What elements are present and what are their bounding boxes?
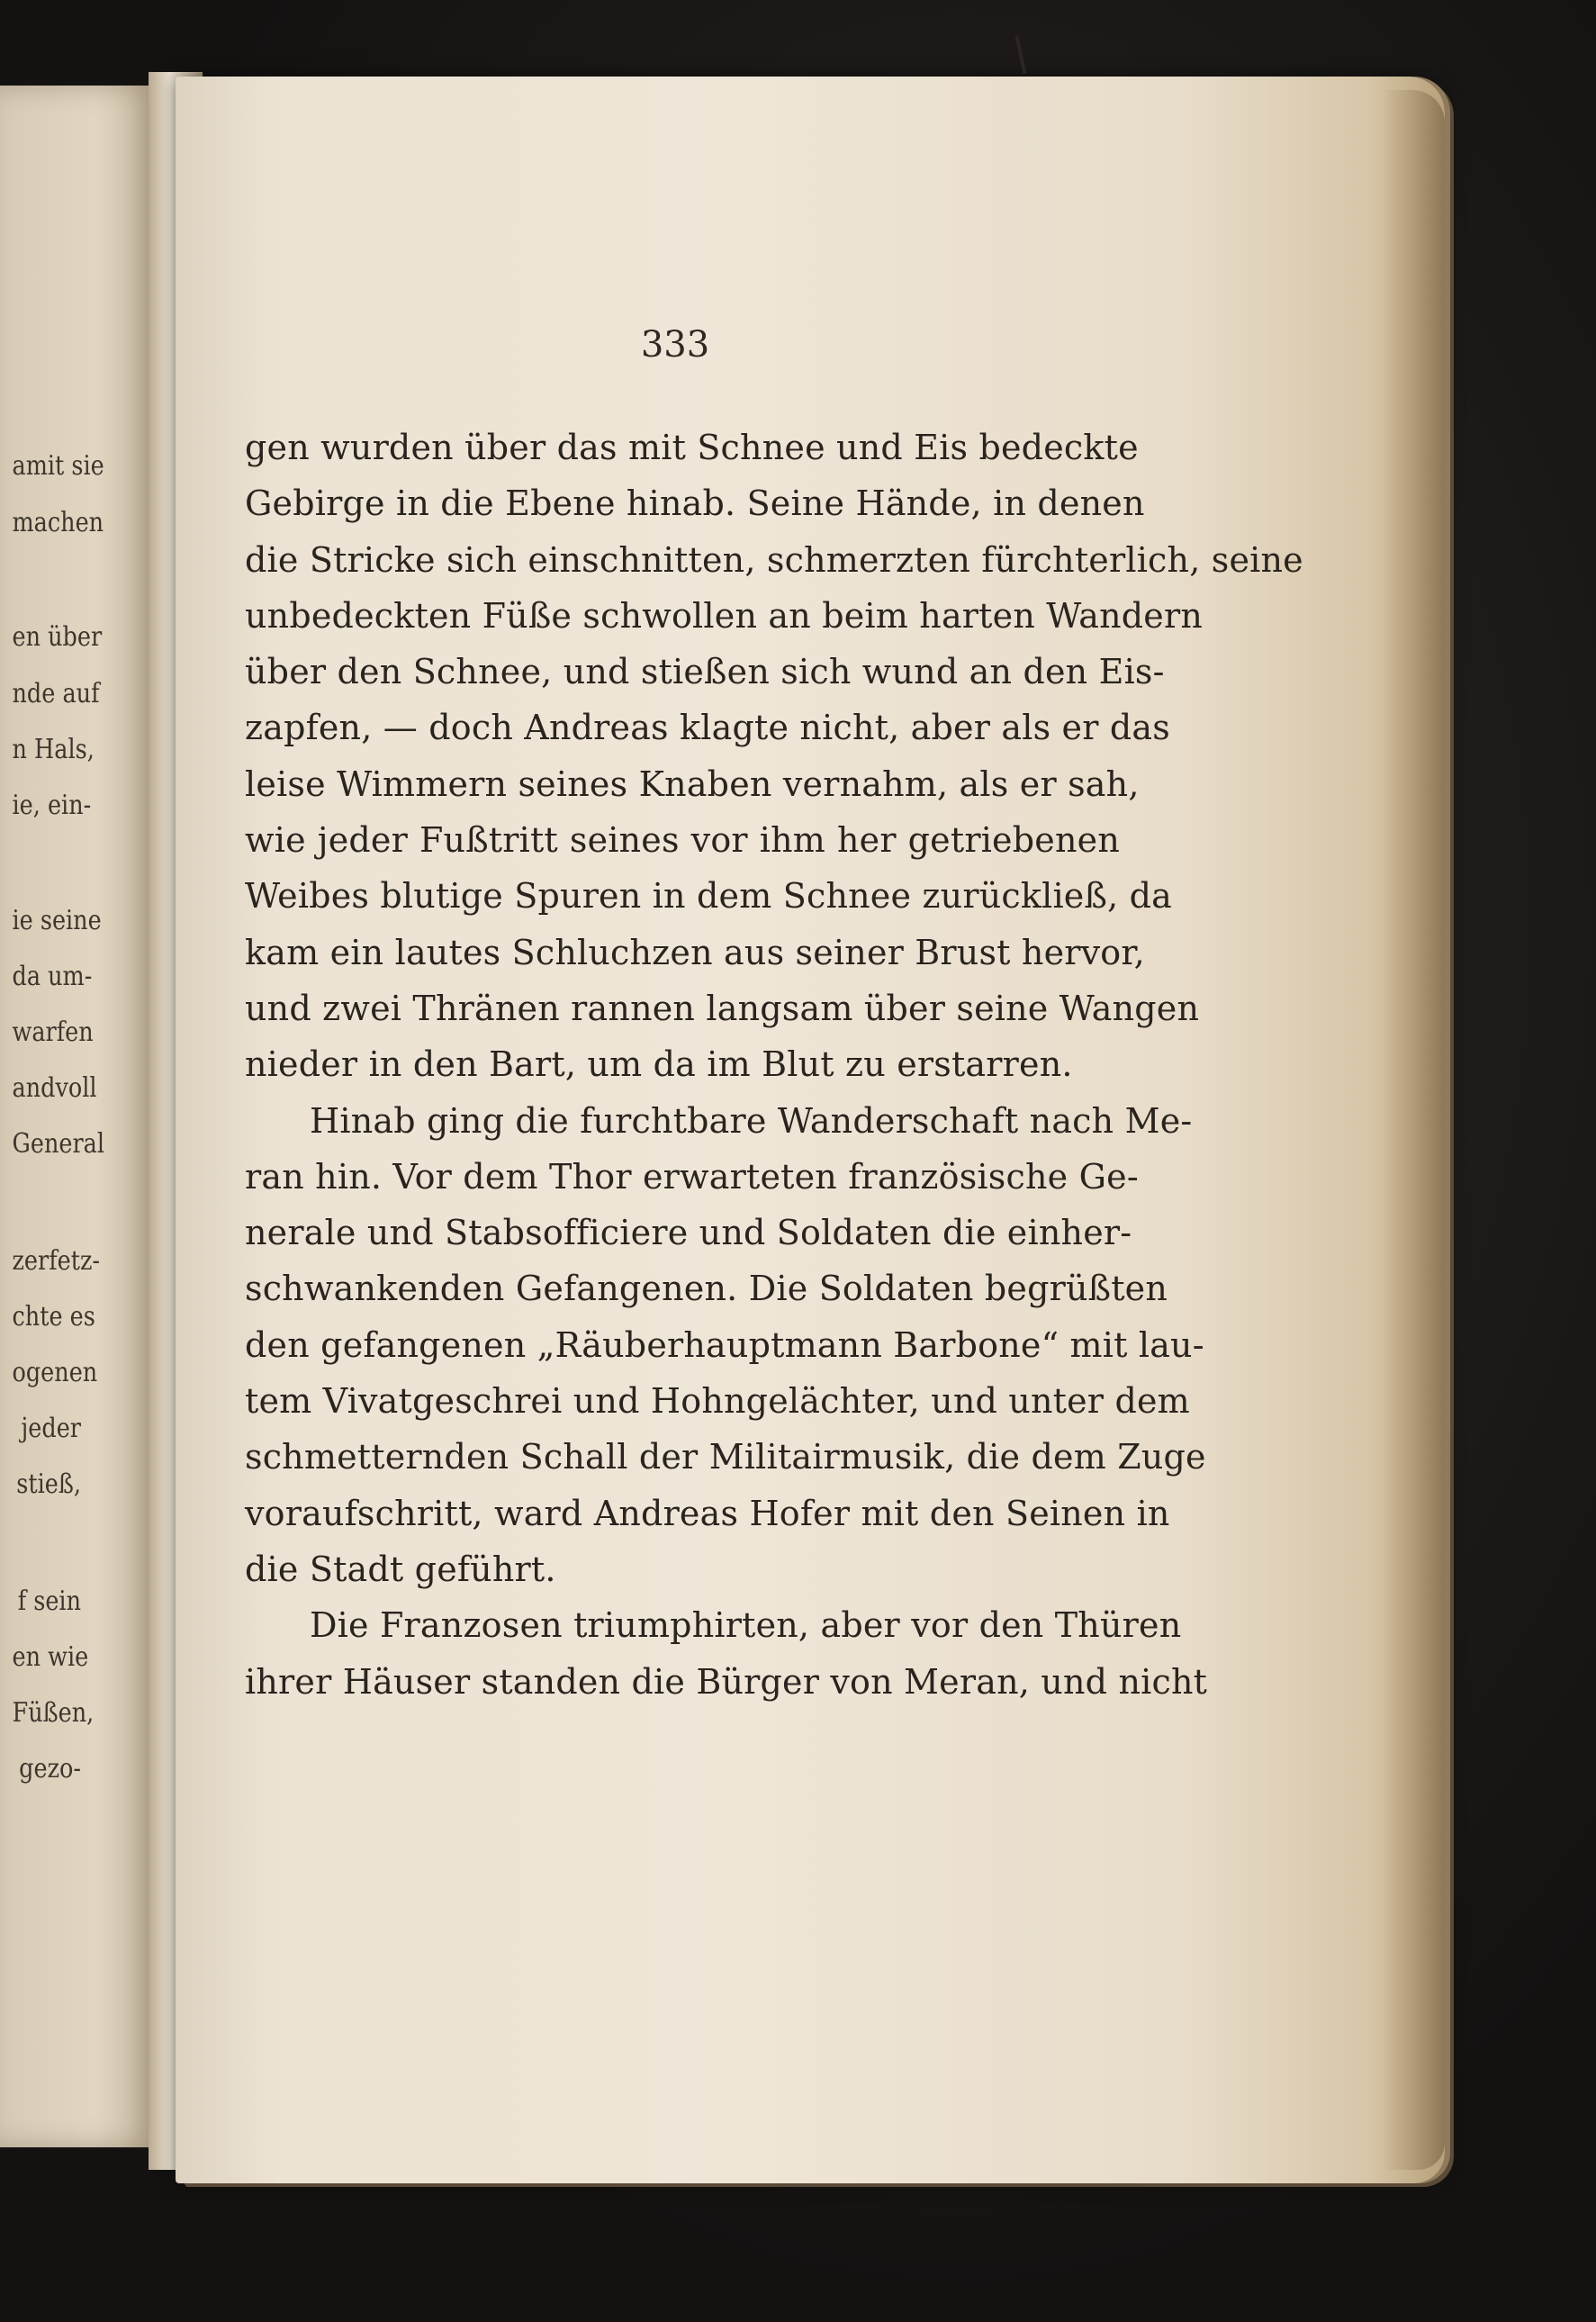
left-page-fragment: General (12, 1128, 105, 1160)
left-page-fragment: warfen (12, 1016, 94, 1048)
text-line: leise Wimmern seines Knaben vernahm, als er sah, (245, 763, 1140, 804)
paragraph (245, 1093, 1206, 1598)
left-page-fragment: jeder (21, 1413, 81, 1444)
text-line: schwankenden Gefangenen. Die Soldaten begrüßten (245, 1269, 1168, 1309)
left-page-fragment: ie seine (12, 905, 102, 936)
text-line: nerale und Stabsofficiere und Soldaten die einher- (245, 1213, 1132, 1253)
text-line: schmetternden Schall der Militairmusik, die dem Zuge (245, 1437, 1206, 1477)
left-page-fragment: machen (12, 507, 104, 538)
left-page-fragment: da um- (12, 961, 93, 992)
previous-page-edge (0, 86, 158, 2147)
text-line: gen wurden über das mit Schnee und Eis bedeckte (245, 428, 1139, 467)
text-line: Gebirge in die Ebene hinab. Seine Hände, in denen (245, 483, 1145, 524)
text-line: ran hin. Vor dem Thor erwarteten französische Ge- (245, 1156, 1139, 1197)
text-line: die Stadt geführt. (245, 1549, 556, 1589)
text-line: unbedeckten Füße schwollen an beim harten Wandern (245, 595, 1204, 636)
left-page-fragment: Füßen, (12, 1697, 95, 1729)
left-page-fragment: f sein (17, 1586, 81, 1617)
left-page-fragment: ie, ein- (12, 790, 92, 821)
left-page-fragment: nde auf (12, 678, 100, 709)
page-edge-shading (1382, 90, 1445, 2170)
paragraph (245, 1597, 1208, 1710)
text-line: Die Franzosen triumphirten, aber vor den Thüren (310, 1605, 1182, 1646)
text-line: über den Schnee, und stießen sich wund an den Eis- (245, 652, 1165, 692)
text-line: tem Vivatgeschrei und Hohngelächter, und unter dem (245, 1381, 1190, 1422)
text-line: nieder in den Bart, um da im Blut zu erstarren. (245, 1044, 1073, 1085)
text-line: zapfen, — doch Andreas klagte nicht, aber als er das (245, 708, 1170, 748)
page-number: 333 (640, 324, 710, 366)
left-page-fragment: en wie (12, 1641, 89, 1673)
left-page-fragment: en über (12, 621, 103, 653)
left-page-fragment: andvoll (12, 1072, 97, 1104)
text-line: kam ein lautes Schluchzen aus seiner Brust hervor, (245, 932, 1145, 972)
text-line: Hinab ging die furchtbare Wanderschaft nach Me- (310, 1100, 1193, 1141)
text-line: ihrer Häuser standen die Bürger von Meran, und nicht (245, 1661, 1208, 1702)
left-page-fragment: stieß, (16, 1468, 81, 1500)
left-page-fragment: ogenen (12, 1357, 98, 1388)
left-page-fragment: chte es (12, 1301, 95, 1333)
text-line: Weibes blutige Spuren in dem Schnee zurückließ, da (245, 876, 1173, 917)
left-page-fragment: zerfetz- (12, 1245, 101, 1277)
left-page-fragment: amit sie (12, 450, 104, 482)
paragraph (245, 420, 1303, 1093)
text-line: die Stricke sich einschnitten, schmerzten fürchterlich, seine (245, 539, 1303, 580)
body-text (245, 420, 1303, 1710)
text-line: wie jeder Fußtritt seines vor ihm her getriebenen (245, 820, 1120, 861)
text-line: voraufschritt, ward Andreas Hofer mit den Seinen in (245, 1493, 1170, 1533)
text-line: den gefangenen „Räuberhauptmann Barbone“ mit lau- (245, 1324, 1204, 1365)
left-page-fragment: gezo- (19, 1753, 82, 1784)
left-page-fragment: n Hals, (12, 734, 95, 765)
text-line: und zwei Thränen rannen langsam über seine Wangen (245, 988, 1200, 1028)
